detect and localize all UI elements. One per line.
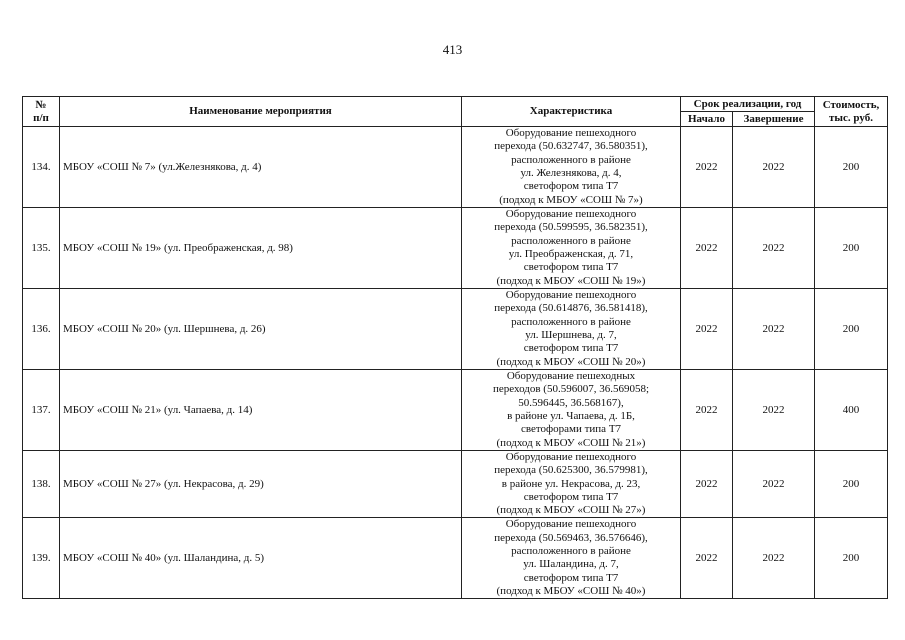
header-characteristic: Характеристика — [462, 97, 681, 127]
row-name: МБОУ «СОШ № 21» (ул. Чапаева, д. 14) — [60, 370, 462, 451]
row-characteristic: Оборудование пешеходного перехода (50.625300, 36.579981), в районе ул. Некрасова, д. 23, светофором типа Т7 (подход к МБОУ «СОШ № 27») — [462, 451, 681, 518]
row-end-year: 2022 — [733, 370, 815, 451]
row-cost: 200 — [815, 518, 888, 599]
row-number: 138. — [23, 451, 60, 518]
row-name: МБОУ «СОШ № 19» (ул. Преображенская, д. 98) — [60, 208, 462, 289]
row-end-year: 2022 — [733, 127, 815, 208]
row-number: 134. — [23, 127, 60, 208]
row-cost: 200 — [815, 451, 888, 518]
page-number: 413 — [442, 42, 463, 57]
row-end-year: 2022 — [733, 208, 815, 289]
row-characteristic: Оборудование пешеходного перехода (50.599595, 36.582351), расположенного в районе ул. Преображенская, д. 71, светофором типа Т7 (подход к МБОУ «СОШ № 19») — [462, 208, 681, 289]
row-number: 137. — [23, 370, 60, 451]
header-end: Завершение — [733, 112, 815, 127]
table-row — [23, 451, 888, 518]
measures-table — [22, 96, 888, 599]
row-end-year: 2022 — [733, 289, 815, 370]
row-cost: 400 — [815, 370, 888, 451]
row-number: 139. — [23, 518, 60, 599]
header-number: № п/п — [23, 97, 60, 127]
header-period: Срок реализации, год — [681, 97, 815, 112]
row-cost: 200 — [815, 208, 888, 289]
header-name: Наименование мероприятия — [60, 97, 462, 127]
row-name: МБОУ «СОШ № 40» (ул. Шаландина, д. 5) — [60, 518, 462, 599]
row-name: МБОУ «СОШ № 7» (ул.Железнякова, д. 4) — [60, 127, 462, 208]
row-name: МБОУ «СОШ № 20» (ул. Шершнева, д. 26) — [60, 289, 462, 370]
row-start-year: 2022 — [681, 370, 733, 451]
row-start-year: 2022 — [681, 127, 733, 208]
row-name: МБОУ «СОШ № 27» (ул. Некрасова, д. 29) — [60, 451, 462, 518]
row-start-year: 2022 — [681, 289, 733, 370]
row-characteristic: Оборудование пешеходного перехода (50.569463, 36.576646), расположенного в районе ул. Шаландина, д. 7, светофором типа Т7 (подход к МБОУ «СОШ № 40») — [462, 518, 681, 599]
row-number: 135. — [23, 208, 60, 289]
row-characteristic: Оборудование пешеходного перехода (50.614876, 36.581418), расположенного в районе ул. Шершнева, д. 7, светофором типа Т7 (подход к МБОУ «СОШ № 20») — [462, 289, 681, 370]
row-start-year: 2022 — [681, 451, 733, 518]
table-row — [23, 208, 888, 289]
row-end-year: 2022 — [733, 451, 815, 518]
row-characteristic: Оборудование пешеходных переходов (50.596007, 36.569058; 50.596445, 36.568167), в районе ул. Чапаева, д. 1Б, светофорами типа Т7 (подход к МБОУ «СОШ № 21») — [462, 370, 681, 451]
header-cost: Стоимость, тыс. руб. — [815, 97, 888, 127]
header-start: Начало — [681, 112, 733, 127]
row-characteristic: Оборудование пешеходного перехода (50.632747, 36.580351), расположенного в районе ул. Железнякова, д. 4, светофором типа Т7 (подход к МБОУ «СОШ № 7») — [462, 127, 681, 208]
table-row — [23, 370, 888, 451]
table-row — [23, 289, 888, 370]
row-start-year: 2022 — [681, 208, 733, 289]
row-end-year: 2022 — [733, 518, 815, 599]
row-start-year: 2022 — [681, 518, 733, 599]
row-cost: 200 — [815, 289, 888, 370]
row-cost: 200 — [815, 127, 888, 208]
row-number: 136. — [23, 289, 60, 370]
table-row — [23, 127, 888, 208]
table-row — [23, 518, 888, 599]
